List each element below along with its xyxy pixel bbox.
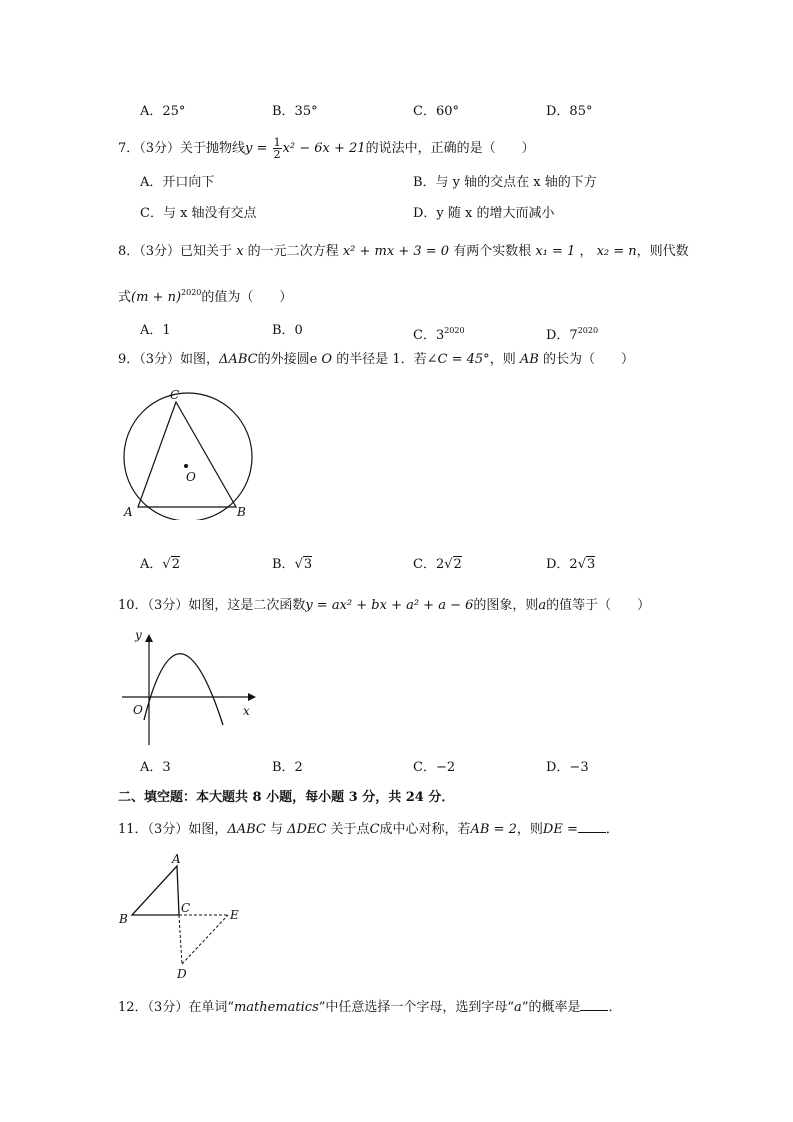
q7-option-d: D．y 随 x 的增大而减小 (413, 206, 555, 221)
label-e: E (230, 908, 239, 922)
q11-figure (116, 850, 261, 985)
label-c: C (170, 388, 180, 402)
segment-cd (179, 915, 182, 964)
q10-stem: 10．（3分）如图，这是二次函数y = ax² + bx + a² + a − 6的图象，则a的值等于（ ） (118, 598, 651, 613)
label-b: B (237, 505, 246, 519)
q12-stem: 12．（3分）在单词“mathematics”中任意选择一个字母，选到字母“a”的概率是 ． (118, 1000, 622, 1015)
q10-option-c: C．−2 (413, 760, 456, 775)
q9-option-d: D．2√3 (546, 557, 596, 572)
q8-option-d: D．$7^{2020}$ (546, 326, 599, 343)
q9-figure (118, 385, 268, 520)
q11-answer-blank[interactable] (578, 820, 606, 833)
q9-stem: 9．（3分）如图，ΔABC的外接圆e O 的半径是 1．若∠C = 45°，则 AB 的长为（ ） (118, 352, 634, 367)
x-axis-arrow (248, 693, 256, 701)
center-point (184, 464, 188, 468)
q8-option-b: B．0 (272, 323, 303, 338)
q10-option-b: B．2 (272, 760, 303, 775)
q6-option-a: A．25° (140, 104, 186, 119)
q9-option-c: C．2√2 (413, 557, 462, 572)
segment-de (182, 915, 228, 964)
triangle-abc (132, 866, 179, 915)
q8-stem-line1: 8．（3分）已知关于 x 的一元二次方程 x² + mx + 3 = 0 有两个实数根 x₁ = 1 ， x₂ = n，则代数 (118, 244, 689, 259)
q6-option-d: D．85° (546, 104, 593, 119)
label-a: A (124, 505, 133, 519)
triangle-abc (138, 402, 236, 507)
q8-option-c: C．$3^{2020}$ (413, 326, 465, 343)
q9-option-a: A．√2 (140, 557, 180, 572)
label-o: O (133, 703, 143, 717)
q9-option-b: B．√3 (272, 557, 313, 572)
label-x: x (243, 704, 250, 718)
label-b: B (119, 912, 128, 926)
label-y: y (135, 628, 142, 642)
q10-option-a: A．3 (140, 760, 171, 775)
q10-option-d: D．−3 (546, 760, 589, 775)
q12-answer-blank[interactable] (580, 998, 608, 1011)
q7-option-a: A．开口向下 (140, 175, 215, 190)
label-d: D (177, 967, 187, 981)
q11-stem: 11．（3分）如图，ΔABC 与 ΔDEC 关于点C成中心对称，若AB = 2，则DE = ． (118, 822, 619, 837)
label-c: C (181, 901, 191, 915)
q10-figure (118, 625, 263, 750)
q6-option-c: C．60° (413, 104, 459, 119)
q6-option-b: B．35° (272, 104, 318, 119)
q8-option-a: A．1 (140, 323, 171, 338)
q7-fraction: $\frac{1}{2}$ (273, 136, 281, 161)
q7-option-b: B．与 y 轴的交点在 x 轴的下方 (413, 175, 597, 190)
q8-stem-line2: 式$(m + n)^{2020}$的值为（ ） (118, 288, 293, 305)
label-a: A (172, 852, 181, 866)
y-axis-arrow (145, 634, 153, 642)
parabola (144, 654, 223, 725)
section-2-title: 二、填空题：本大题共 8 小题，每小题 3 分，共 24 分． (118, 790, 455, 805)
q7-stem: 7．（3分）关于抛物线y = $\frac{1}{2}$ x² − 6x + 21的说法中，正确的是（ ） (118, 136, 535, 161)
q7-option-c: C．与 x 轴没有交点 (140, 206, 257, 221)
label-o: O (186, 470, 196, 484)
